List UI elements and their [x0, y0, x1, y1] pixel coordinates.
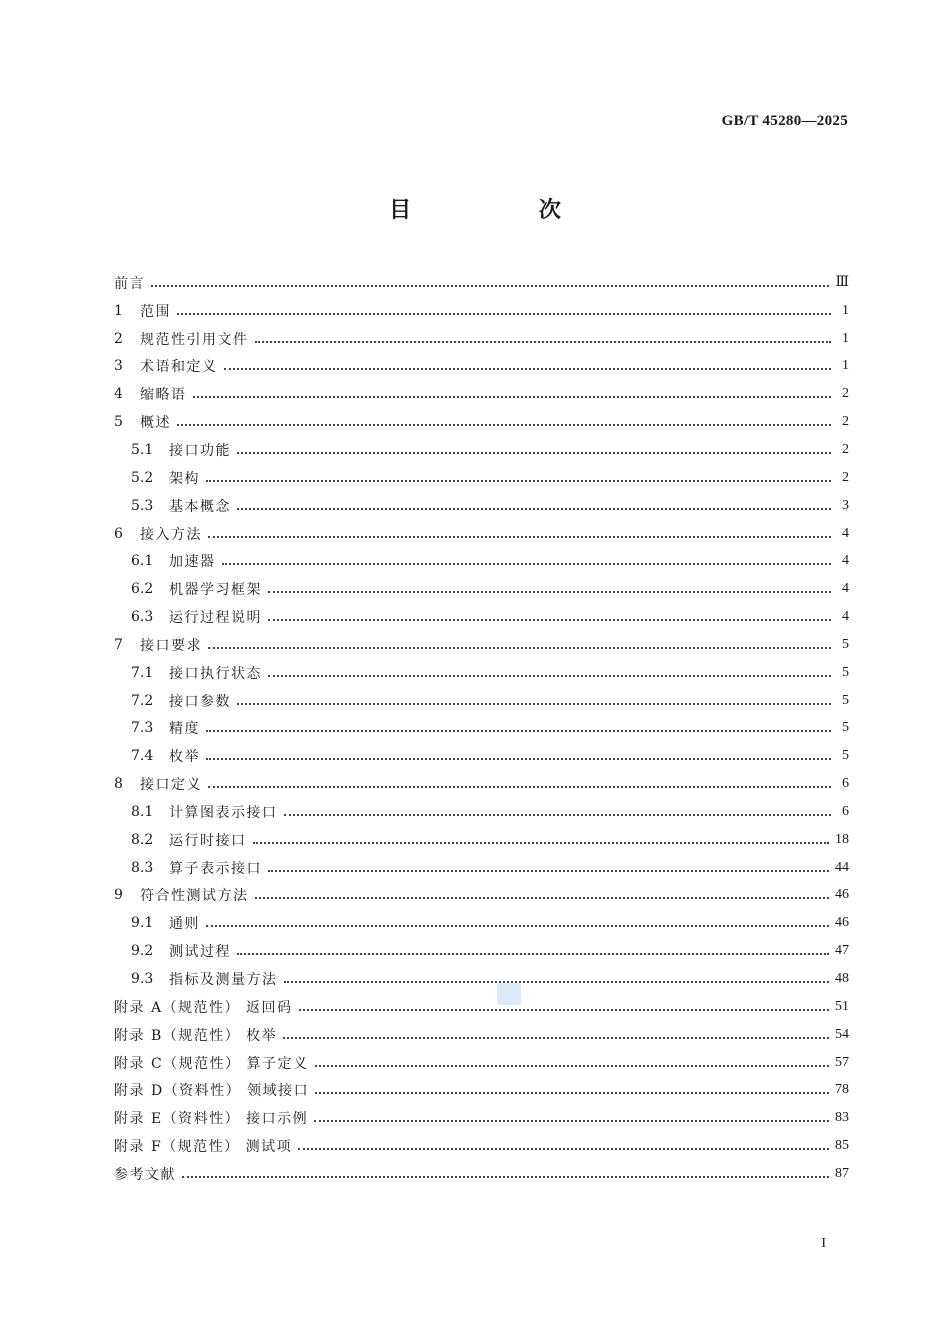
toc-entry[interactable]	[114, 408, 849, 436]
toc-entry-number: 1	[114, 302, 123, 319]
toc-entry-page: 78	[835, 1082, 849, 1098]
toc-entry-page: 2	[842, 441, 849, 457]
toc-entry-label: 附录 C（规范性） 算子定义	[114, 1055, 309, 1072]
dot-leader	[255, 341, 832, 343]
toc-entry-page: 2	[842, 386, 849, 402]
dot-leader	[314, 1120, 829, 1122]
toc-entry-page: 5	[842, 636, 849, 652]
toc-entry[interactable]	[114, 603, 849, 631]
toc-entry[interactable]	[114, 1021, 849, 1049]
toc-entry-label: 枚举	[169, 749, 200, 766]
toc-entry[interactable]	[114, 353, 849, 381]
toc-entry-page: 4	[842, 609, 849, 625]
toc-entry-page: Ⅲ	[835, 275, 849, 291]
toc-entry-number: 7.2	[131, 692, 154, 709]
toc-entry-label: 接口功能	[169, 442, 231, 459]
toc-entry[interactable]	[114, 826, 849, 854]
toc-entry-page: 47	[835, 943, 849, 959]
dot-leader	[237, 452, 831, 454]
toc-entry[interactable]	[114, 436, 849, 464]
dot-leader	[284, 814, 832, 816]
table-of-contents	[114, 269, 849, 1188]
toc-entry-number: 9.3	[131, 971, 154, 988]
toc-entry-page: 85	[835, 1138, 849, 1154]
toc-entry-label: 接口要求	[140, 637, 202, 654]
toc-entry-page: 3	[842, 497, 849, 513]
toc-entry[interactable]	[114, 770, 849, 798]
toc-entry-label: 运行过程说明	[169, 610, 262, 627]
toc-entry-label: 附录 A（规范性） 返回码	[114, 999, 293, 1016]
toc-entry-label: 符合性测试方法	[140, 888, 249, 905]
dot-leader	[284, 981, 830, 983]
toc-entry-number: 3	[114, 358, 123, 375]
toc-entry-number: 7.3	[131, 720, 154, 737]
toc-entry-page: 2	[842, 469, 849, 485]
toc-entry-label: 前言	[114, 275, 145, 292]
toc-entry[interactable]	[114, 1132, 849, 1160]
toc-entry-page: 44	[835, 859, 849, 875]
toc-entry[interactable]	[114, 715, 849, 743]
toc-entry[interactable]	[114, 659, 849, 687]
toc-entry[interactable]	[114, 325, 849, 353]
dot-leader	[177, 313, 831, 315]
toc-entry-page: 4	[842, 581, 849, 597]
toc-entry[interactable]	[114, 687, 849, 715]
toc-entry[interactable]	[114, 1049, 849, 1077]
toc-entry[interactable]	[114, 520, 849, 548]
toc-entry-page: 83	[835, 1110, 849, 1126]
toc-entry-number: 2	[114, 330, 123, 347]
toc-entry-number: 8.2	[131, 831, 154, 848]
dot-leader	[253, 842, 830, 844]
dot-leader	[182, 1176, 829, 1178]
toc-entry-page: 1	[842, 358, 849, 374]
toc-entry-label: 缩略语	[140, 387, 187, 404]
toc-entry-label: 精度	[169, 721, 200, 738]
toc-entry[interactable]	[114, 297, 849, 325]
dot-leader	[208, 647, 831, 649]
dot-leader	[268, 675, 831, 677]
standard-code: GB/T 45280—2025	[721, 113, 848, 129]
toc-entry-label: 概述	[140, 415, 171, 432]
toc-entry[interactable]	[114, 1076, 849, 1104]
toc-entry[interactable]	[114, 380, 849, 408]
toc-entry[interactable]	[114, 742, 849, 770]
toc-entry-number: 5	[114, 414, 123, 431]
toc-entry-label: 通则	[169, 916, 200, 933]
dot-leader	[224, 368, 832, 370]
toc-entry-label: 指标及测量方法	[169, 972, 278, 989]
dot-leader	[237, 703, 831, 705]
toc-entry[interactable]	[114, 965, 849, 993]
toc-entry-number: 9.2	[131, 943, 154, 960]
toc-entry-label: 附录 B（规范性） 枚举	[114, 1027, 278, 1044]
dot-leader	[177, 424, 831, 426]
toc-entry[interactable]	[114, 798, 849, 826]
toc-entry-number: 6.1	[131, 553, 154, 570]
dot-leader	[193, 396, 832, 398]
toc-entry-number: 6	[114, 525, 123, 542]
toc-entry-page: 46	[835, 915, 849, 931]
toc-entry-page: 5	[842, 692, 849, 708]
toc-entry[interactable]	[114, 909, 849, 937]
dot-leader	[206, 730, 831, 732]
toc-entry[interactable]	[114, 269, 849, 297]
dot-leader	[206, 925, 829, 927]
toc-entry-label: 基本概念	[169, 498, 231, 515]
dot-leader	[298, 1148, 829, 1150]
toc-entry-number: 5.1	[131, 441, 154, 458]
toc-entry-label: 运行时接口	[169, 832, 247, 849]
toc-entry-number: 6.2	[131, 581, 154, 598]
toc-entry-label: 范围	[140, 303, 171, 320]
page-number: I	[821, 1236, 826, 1251]
toc-entry[interactable]	[114, 547, 849, 575]
toc-entry-label: 算子表示接口	[169, 860, 262, 877]
toc-entry-number: 8.3	[131, 859, 154, 876]
toc-entry[interactable]	[114, 1160, 849, 1188]
toc-entry-page: 5	[842, 664, 849, 680]
dot-leader	[222, 563, 832, 565]
dot-leader	[206, 480, 831, 482]
dot-leader	[283, 1037, 829, 1039]
toc-entry-number: 7.1	[131, 664, 154, 681]
toc-entry-label: 测试过程	[169, 944, 231, 961]
toc-entry-number: 7.4	[131, 748, 154, 765]
toc-entry-number: 7	[114, 636, 123, 653]
toc-entry[interactable]	[114, 631, 849, 659]
toc-entry[interactable]	[114, 464, 849, 492]
toc-entry-page: 57	[835, 1054, 849, 1070]
dot-leader	[237, 508, 831, 510]
toc-entry-label: 加速器	[169, 554, 216, 571]
toc-entry-number: 4	[114, 386, 123, 403]
dot-leader	[208, 786, 831, 788]
toc-entry-page: 6	[842, 803, 849, 819]
dot-leader	[268, 619, 831, 621]
toc-entry-label: 接口定义	[140, 777, 202, 794]
toc-entry-page: 1	[842, 330, 849, 346]
toc-entry-label: 参考文献	[114, 1166, 176, 1183]
toc-entry-page: 5	[842, 720, 849, 736]
toc-entry-number: 6.3	[131, 609, 154, 626]
toc-entry-page: 6	[842, 776, 849, 792]
toc-entry-label: 接入方法	[140, 526, 202, 543]
dot-leader	[237, 953, 829, 955]
toc-entry-page: 4	[842, 525, 849, 541]
dot-leader	[268, 591, 831, 593]
dot-leader	[268, 870, 829, 872]
toc-entry[interactable]	[114, 1104, 849, 1132]
toc-entry-label: 架构	[169, 470, 200, 487]
toc-entry-page: 46	[835, 887, 849, 903]
toc-entry-label: 附录 F（规范性） 测试项	[114, 1139, 293, 1156]
toc-entry-label: 规范性引用文件	[140, 331, 249, 348]
toc-entry-label: 机器学习框架	[169, 582, 262, 599]
toc-entry[interactable]	[114, 575, 849, 603]
toc-entry-label: 接口执行状态	[169, 665, 262, 682]
toc-entry-page: 18	[835, 831, 849, 847]
toc-entry-page: 87	[835, 1165, 849, 1181]
toc-entry[interactable]	[114, 492, 849, 520]
toc-entry[interactable]	[114, 882, 849, 910]
toc-entry-label: 术语和定义	[140, 359, 218, 376]
watermark-icon	[497, 983, 521, 1005]
toc-entry-number: 9	[114, 887, 123, 904]
dot-leader	[315, 1065, 829, 1067]
toc-entry-page: 5	[842, 748, 849, 764]
dot-leader	[206, 758, 831, 760]
toc-entry-label: 接口参数	[169, 693, 231, 710]
toc-entry-page: 1	[842, 302, 849, 318]
toc-entry-label: 附录 D（资料性） 领域接口	[114, 1083, 310, 1100]
toc-entry-page: 51	[835, 998, 849, 1014]
toc-entry-number: 5.3	[131, 497, 154, 514]
toc-entry-number: 8.1	[131, 803, 154, 820]
page-title: 目 次	[389, 198, 621, 223]
toc-entry-label: 计算图表示接口	[169, 804, 278, 821]
dot-leader	[151, 285, 829, 287]
toc-entry-page: 2	[842, 414, 849, 430]
toc-entry-page: 54	[835, 1026, 849, 1042]
toc-entry-number: 8	[114, 776, 123, 793]
dot-leader	[255, 897, 830, 899]
dot-leader	[315, 1092, 829, 1094]
toc-entry-number: 5.2	[131, 469, 154, 486]
toc-entry-number: 9.1	[131, 915, 154, 932]
dot-leader	[208, 536, 831, 538]
toc-entry[interactable]	[114, 993, 849, 1021]
toc-entry[interactable]	[114, 854, 849, 882]
toc-entry[interactable]	[114, 937, 849, 965]
toc-entry-label: 附录 E（资料性） 接口示例	[114, 1111, 309, 1128]
toc-entry-page: 48	[835, 971, 849, 987]
toc-entry-page: 4	[842, 553, 849, 569]
dot-leader	[299, 1009, 829, 1011]
